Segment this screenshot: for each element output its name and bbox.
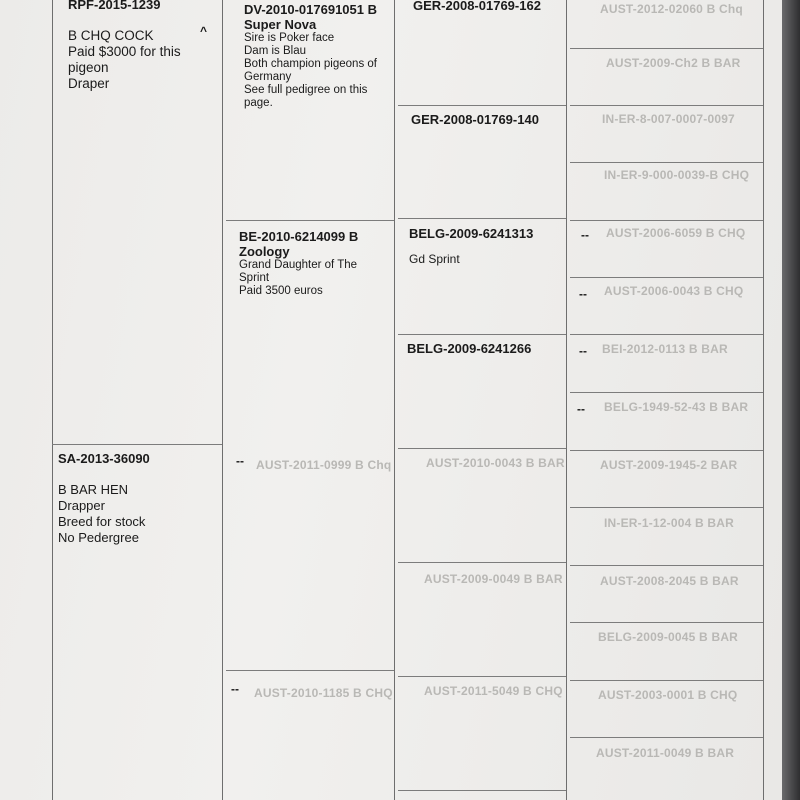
hen-ring-number: SA-2013-36090 bbox=[58, 451, 150, 466]
sire-name: Super Nova bbox=[244, 17, 317, 32]
sire-line-5: See full pedigree on this bbox=[244, 84, 368, 96]
dam-ring-number: BE-2010-6214099 B bbox=[239, 229, 359, 244]
hen-dam-dash: -- bbox=[231, 682, 239, 696]
hen-cell bbox=[58, 451, 218, 546]
col4-dash-4: -- bbox=[577, 402, 585, 416]
cock-ring-number: RPF-2015-1239 bbox=[68, 0, 161, 12]
grand-dam-ring-c: BELG-2009-6241313 bbox=[409, 226, 534, 241]
col4-dash-2: -- bbox=[579, 287, 587, 301]
hen-line-1: B BAR HEN bbox=[58, 482, 129, 497]
hen-line-2: Drapper bbox=[58, 498, 105, 513]
dam-cell bbox=[239, 229, 389, 298]
hen-line-3: Breed for stock bbox=[58, 514, 146, 529]
sire-line-1: Sire is Poker face bbox=[244, 32, 335, 44]
sire-line-2: Dam is Blau bbox=[244, 45, 306, 57]
grand-dam-line-c: Gd Sprint bbox=[409, 252, 460, 266]
hen-line-4: No Pedergree bbox=[58, 530, 139, 545]
grand-dam-cell-c bbox=[409, 226, 564, 266]
cock-line-3: pigeon bbox=[68, 60, 109, 75]
cock-line-4: Draper bbox=[68, 76, 110, 91]
cock-cell bbox=[68, 0, 218, 92]
sire-line-3: Both champion pigeons of bbox=[244, 58, 377, 70]
grand-sire-ring-a: GER-2008-01769-162 bbox=[413, 0, 541, 13]
sire-line-4: Germany bbox=[244, 71, 292, 83]
cock-line-2: Paid $3000 for this bbox=[68, 44, 181, 59]
dam-line-2: Sprint bbox=[239, 272, 270, 284]
col4-dash-1: -- bbox=[581, 228, 589, 242]
hen-sire-dash: -- bbox=[236, 454, 244, 468]
dam-line-3: Paid 3500 euros bbox=[239, 285, 323, 297]
grand-dam-ring-d: BELG-2009-6241266 bbox=[407, 341, 532, 356]
dam-line-1: Grand Daughter of The bbox=[239, 259, 358, 271]
col4-dash-3: -- bbox=[579, 344, 587, 358]
grand-sire-ring-b: GER-2008-01769-140 bbox=[411, 112, 539, 127]
cock-line-1: B CHQ COCK bbox=[68, 28, 154, 43]
sire-line-6: page. bbox=[244, 97, 273, 109]
caret-mark: ^ bbox=[200, 24, 208, 38]
page-edge-shadow bbox=[782, 0, 800, 800]
dam-name: Zoology bbox=[239, 244, 290, 259]
pedigree-page: AUST-2012-02060 B Chq AUST-2009-Ch2 B BAR IN-ER-8-007-0007-0097 IN-ER-9-000-0039-B CHQ AUST-2006-6059 B CHQ AUST-2006-0043 B CHQ BEI-2012-0113 B BAR BELG-1949-52-43 B BAR AUST-2009-1945-2 BAR IN-ER-1-12-004 B BAR AUST-2008-2045 B BAR BELG-2009-0045 B BAR AUST-2003-0001 B CHQ AUST-2011-0049 B BAR AUST-2011-0999 B Chq AUST-2010-0043 B BAR AUST-2010-1185 B CHQ AUST-2011-5049 B CHQ AUST-2009-0049 B BAR RPF-2015-1239 B CHQ COCK Paid $3000 for this pigeon Draper ^ SA-2013-36090 B BAR HEN Drapper Breed for stock No Pedergree DV-2010-017691051 B Super Nova Sire is Poker face Dam is Blau Both champion pigeons of Germany See full pedigree on this page. BE-2010-6214099 B Zoology Grand Daughter of The Sprint Paid 3500 euros -- -- GER-2008-01769-162 GER-2008-01769-140 BELG-2009-6241313 Gd Sprint BELG-2009-6241266 -- -- -- -- bbox=[0, 0, 782, 800]
sire-cell bbox=[244, 2, 394, 110]
sire-ring-number: DV-2010-017691051 B bbox=[244, 2, 377, 17]
